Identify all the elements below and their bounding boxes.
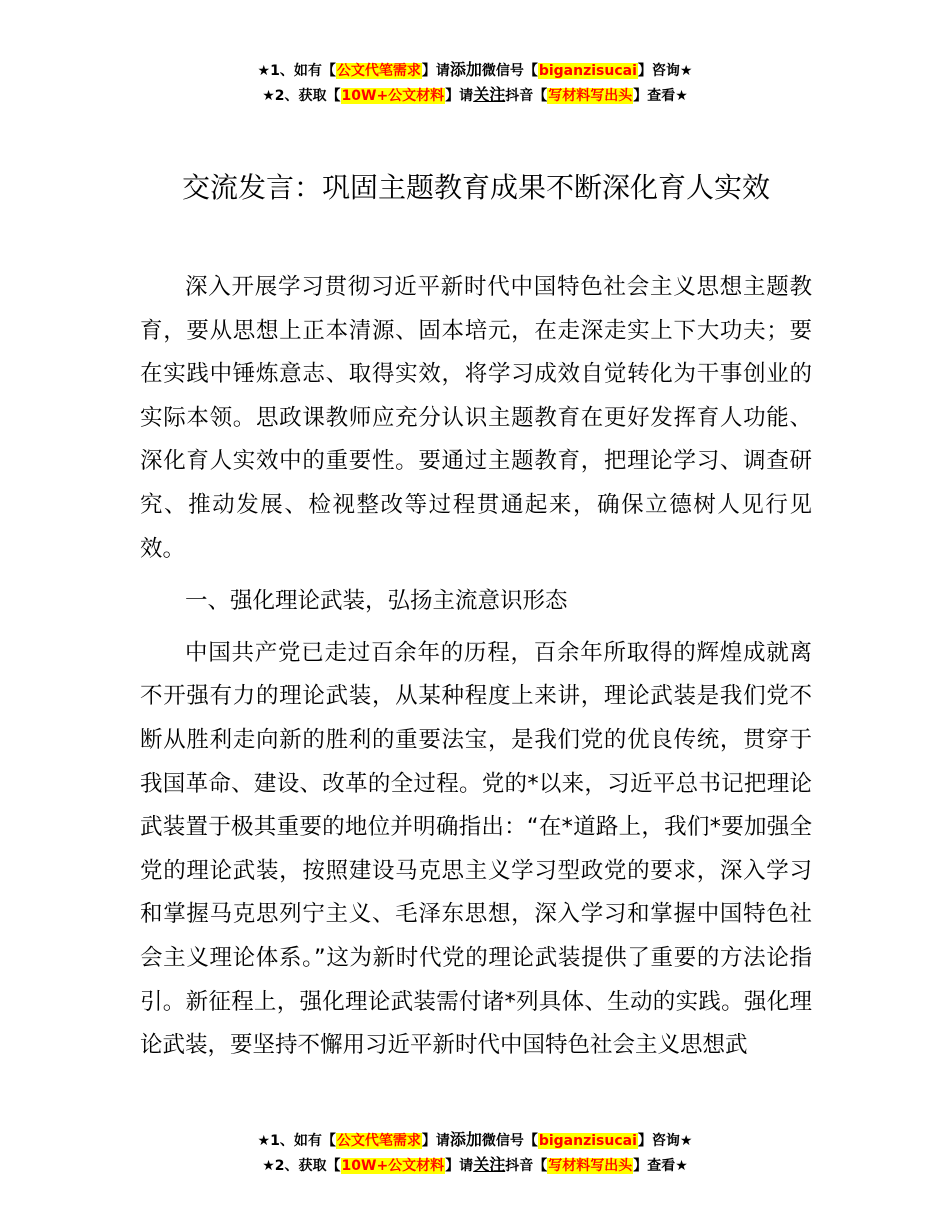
banner-line-2-suffix: 】查看★: [633, 88, 688, 104]
footer-line-1-highlight: 公文代笔需求: [336, 1133, 421, 1149]
footer-line-2-mid1: 】请: [445, 1158, 474, 1174]
footer-line-2-suffix: 】查看★: [633, 1158, 688, 1174]
footer-line-1-mid: 微信号【: [481, 1133, 538, 1149]
footer-line-1-suffix: 】咨询★: [637, 1133, 693, 1149]
banner-line-2-prefix: ★2、获取【: [262, 88, 341, 104]
paragraph-intro: 深入开展学习贯彻习近平新时代中国特色社会主义思想主题教育，要从思想上正本清源、固本培元，在走深走实上下大功夫；要在实践中锤炼意志、取得实效，将学习成效自觉转化为干事创业的实际本领。思政课教师应充分认识主题教育在更好发挥育人功能、深化育人实效中的重要性。要通过主题教育，把理论学习、调查研究、推动发展、检视整改等过程贯通起来，确保立德树人见行见效。: [140, 274, 812, 562]
banner-line-2-highlight: 10W+公文材料: [341, 88, 445, 104]
footer-line-1-bracket-open: 【: [321, 1133, 336, 1149]
banner-line-1-prefix: ★1、如有: [257, 63, 322, 79]
header-banner: [0, 58, 950, 108]
banner-line-1-suffix: 】咨询★: [637, 63, 693, 79]
banner-line-2-mid2: 抖音【: [505, 88, 548, 104]
paragraph-section-1: 中国共产党已走过百余年的历程，百余年所取得的辉煌成就离不开强有力的理论武装，从某种程度上来讲，理论武装是我们党不断从胜利走向新的胜利的重要法宝，是我们党的优良传统，贯穿于我国革命、建设、改革的全过程。党的*以来，习近平总书记把理论武装置于极其重要的地位并明确指出：“在*道路上，我们*要加强全党的理论武装，按照建设马克思主义学习型政党的要求，深入学习和掌握马克思列宁主义、毛泽东思想，深入学习和掌握中国特色社会主义理论体系。”这为新时代党的理论武装提供了重要的方法论指引。新征程上，强化理论武装需付诸*列具体、生动的实践。强化理论武装，要坚持不懈用习近平新时代中国特色社会主义思想武: [140, 639, 812, 1059]
banner-line-1: [0, 58, 950, 83]
section-heading-1: 一、强化理论武装，弘扬主流意识形态: [185, 587, 568, 614]
banner-line-2-emph: 关注: [473, 85, 506, 104]
banner-line-2-mid1: 】请: [445, 88, 474, 104]
banner-line-1-bracket-open: 【: [321, 63, 336, 79]
footer-banner-line-1: [0, 1128, 950, 1153]
footer-line-1-prefix: ★1、如有: [257, 1133, 322, 1149]
footer-banner-line-2: [0, 1153, 950, 1178]
banner-line-1-highlight: 公文代笔需求: [336, 63, 421, 79]
footer-line-1-bracket-close: 】请: [421, 1133, 450, 1149]
footer-line-2-mid2: 抖音【: [505, 1158, 548, 1174]
footer-banner: [0, 1128, 950, 1178]
banner-line-1-emph: 添加: [449, 60, 482, 79]
footer-line-2-highlight: 10W+公文材料: [341, 1158, 445, 1174]
footer-line-2-emph: 关注: [473, 1155, 506, 1174]
footer-line-2-douyin-id: 写材料写出头: [548, 1158, 633, 1174]
banner-line-1-mid: 微信号【: [481, 63, 538, 79]
footer-line-1-emph: 添加: [449, 1130, 482, 1149]
footer-line-1-wechat-id: biganzisucai: [538, 1133, 637, 1149]
banner-line-1-wechat-id: biganzisucai: [538, 63, 637, 79]
document-body: [140, 266, 812, 1068]
banner-line-2: [0, 83, 950, 108]
document-title: 交流发言：巩固主题教育成果不断深化育人实效: [181, 171, 770, 204]
banner-line-2-douyin-id: 写材料写出头: [548, 88, 633, 104]
footer-line-2-prefix: ★2、获取【: [262, 1158, 341, 1174]
banner-line-1-bracket-close: 】请: [421, 63, 450, 79]
